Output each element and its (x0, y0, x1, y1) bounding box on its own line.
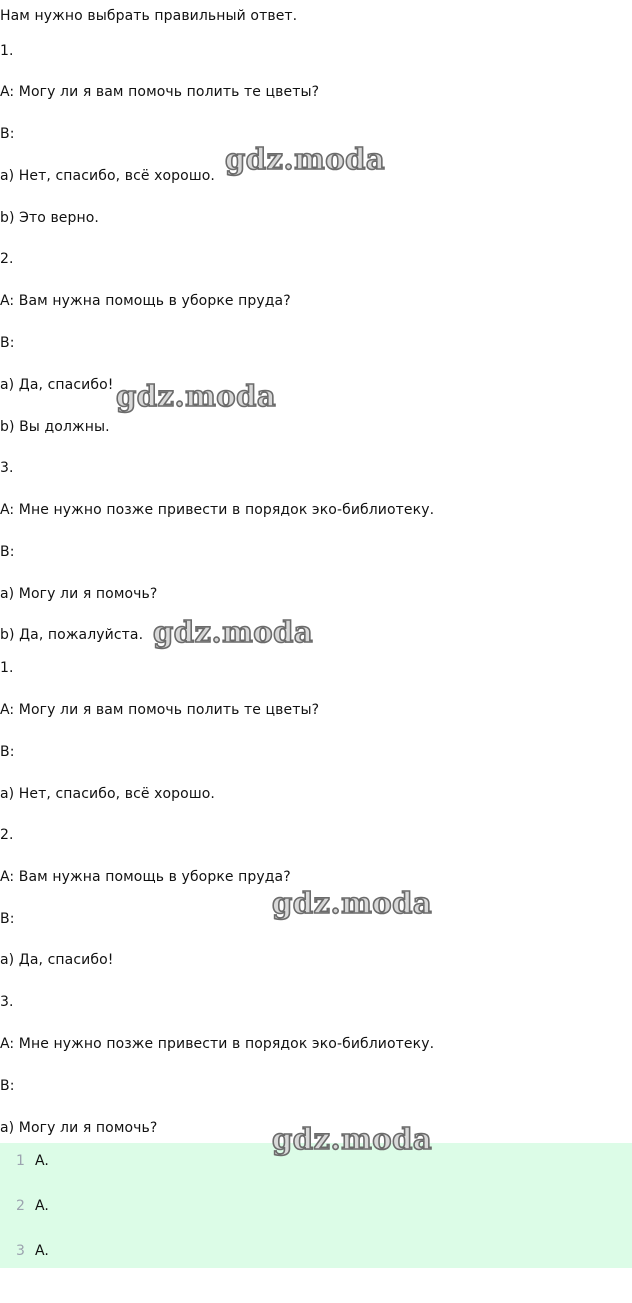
option-a: a) Да, спасибо! (0, 377, 114, 393)
speaker-b-line: B: (0, 126, 15, 142)
question-number: 2. (0, 827, 14, 843)
question-number: 3. (0, 460, 14, 476)
question-number: 3. (0, 994, 14, 1010)
speaker-a-line: A: Вам нужна помощь в уборке пруда? (0, 869, 291, 885)
intro-text: Нам нужно выбрать правильный ответ. (0, 8, 298, 24)
question-number: 2. (0, 251, 14, 267)
answer-panel (0, 1143, 632, 1268)
option-a: a) Нет, спасибо, всё хорошо. (0, 168, 215, 184)
speaker-a-line: A: Мне нужно позже привести в порядок эко-библиотеку. (0, 502, 435, 518)
option-a: a) Да, спасибо! (0, 952, 114, 968)
speaker-a-line: A: Могу ли я вам помочь полить те цветы? (0, 84, 320, 100)
speaker-b-line: B: (0, 335, 15, 351)
answer-number: 2 (16, 1198, 25, 1214)
question-number: 1. (0, 43, 14, 59)
speaker-b-line: B: (0, 744, 15, 760)
answer-number: 3 (16, 1243, 25, 1259)
speaker-b-line: B: (0, 1078, 15, 1094)
option-a: a) Могу ли я помочь? (0, 1120, 158, 1136)
speaker-b-line: B: (0, 911, 15, 927)
watermark-logo: gdz.moda (272, 1122, 433, 1156)
option-b: b) Вы должны. (0, 419, 110, 435)
speaker-a-line: A: Вам нужна помощь в уборке пруда? (0, 293, 291, 309)
question-number: 1. (0, 660, 14, 676)
option-b: b) Да, пожалуйста. (0, 627, 144, 643)
answer-text: A. (35, 1198, 49, 1214)
watermark-logo: gdz.moda (153, 615, 314, 649)
option-b: b) Это верно. (0, 210, 99, 226)
speaker-a-line: A: Мне нужно позже привести в порядок эко-библиотеку. (0, 1036, 435, 1052)
answer-text: A. (35, 1243, 49, 1259)
watermark-logo: gdz.moda (116, 379, 277, 413)
option-a: a) Нет, спасибо, всё хорошо. (0, 786, 215, 802)
speaker-b-line: B: (0, 544, 15, 560)
answer-number: 1 (16, 1153, 25, 1169)
watermark-logo: gdz.moda (272, 886, 433, 920)
watermark-logo: gdz.moda (225, 142, 386, 176)
speaker-a-line: A: Могу ли я вам помочь полить те цветы? (0, 702, 320, 718)
option-a: a) Могу ли я помочь? (0, 586, 158, 602)
answer-text: A. (35, 1153, 49, 1169)
